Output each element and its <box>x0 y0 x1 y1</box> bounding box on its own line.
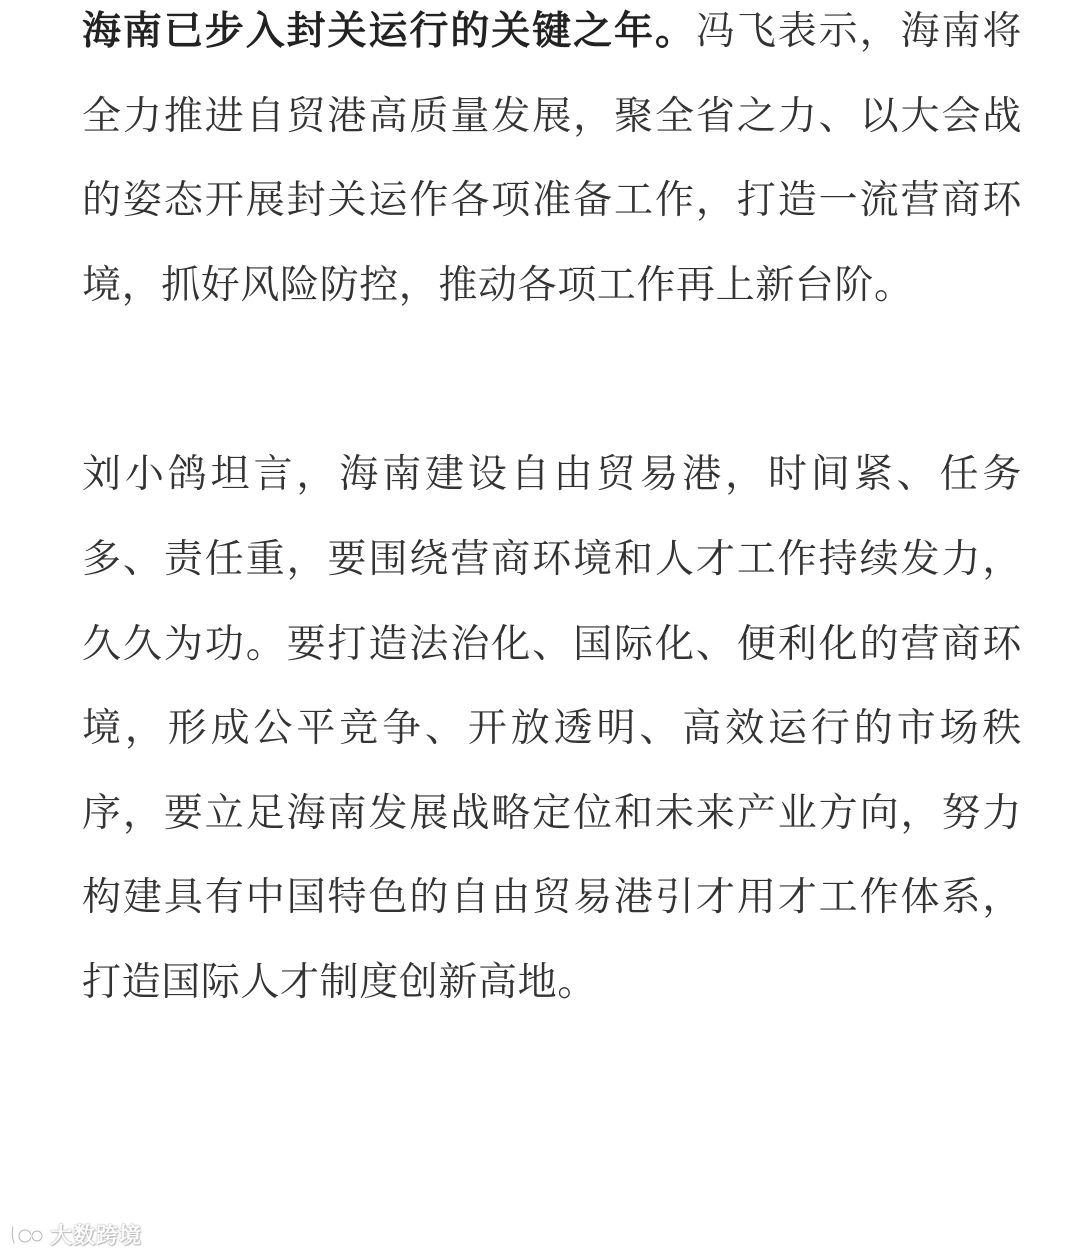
watermark <box>10 1219 142 1250</box>
paragraph-1 <box>82 0 1022 328</box>
paragraph-2 <box>82 433 1022 1025</box>
watermark-text: 大数跨境 <box>50 1224 143 1249</box>
paragraph-1-text: 冯飞表示，海南将全力推进自贸港高质量发展，聚全省之力、以大会战的姿态开展封关运作各项准备工作，打造一流营商环境，抓好风险防控，推动各项工作再上新台阶。 <box>82 9 1022 308</box>
eye-logo-icon <box>10 1223 44 1247</box>
paragraph-2-text: 刘小鸽坦言，海南建设自由贸易港，时间紧、任务多、责任重，要围绕营商环境和人才工作持续发力，久久为功。要打造法治化、国际化、便利化的营商环境，形成公平竞争、开放透明、高效运行的市场秩序，要立足海南发展战略定位和未来产业方向，努力构建具有中国特色的自由贸易港引才用才工作体系，打造国际人才制度创新高地。 <box>82 452 1022 1005</box>
bold-lead-sentence: 海南已步入封关运行的关键之年。 <box>82 9 696 54</box>
article-body <box>82 0 1022 1026</box>
